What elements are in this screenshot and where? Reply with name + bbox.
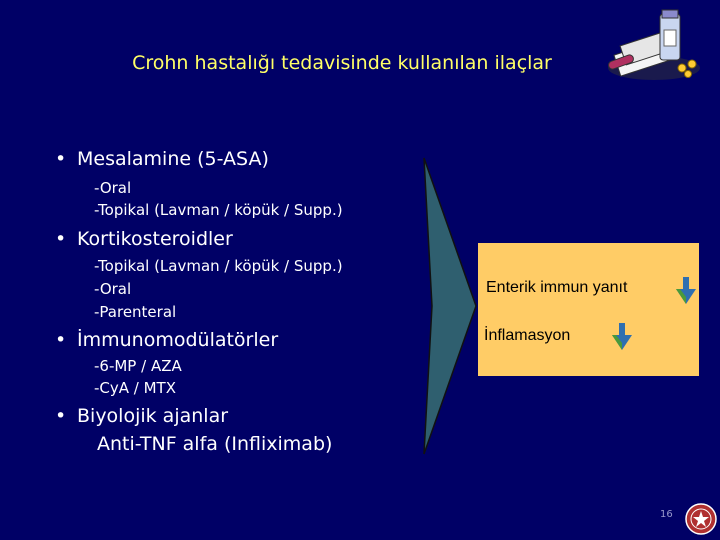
- page-number: 16: [660, 509, 673, 520]
- subitem: -Parenteral: [94, 303, 177, 321]
- bullet-symbol: •: [55, 405, 67, 427]
- bullet-symbol: •: [55, 329, 67, 351]
- bullet-text: Mesalamine (5-ASA): [77, 148, 269, 170]
- subitem: -CyA / MTX: [94, 379, 176, 397]
- bullet-kortikosteroidler: [55, 228, 233, 250]
- bullet-text: Biyolojik ajanlar: [77, 405, 229, 427]
- bullet-text: İmmunomodülatörler: [77, 329, 279, 351]
- effect-box: [478, 243, 699, 376]
- medicine-clipart-icon: [604, 8, 704, 82]
- subitem: -Oral: [94, 280, 132, 298]
- bullet-immunomodulatorler: [55, 329, 278, 351]
- bullet-continuation: Anti-TNF alfa (Infliximab): [97, 433, 333, 455]
- bullet-text: Kortikosteroidler: [77, 228, 233, 250]
- right-arrow-shape: [420, 156, 480, 456]
- bullet-mesalamine: [55, 148, 269, 170]
- university-logo-icon: [684, 502, 718, 536]
- bullet-symbol: •: [55, 228, 67, 250]
- subitem: -Oral: [94, 179, 132, 197]
- subitem: -6-MP / AZA: [94, 357, 182, 375]
- subitem: -Topikal (Lavman / köpük / Supp.): [94, 201, 343, 219]
- bullet-symbol: •: [55, 148, 67, 170]
- bullet-biyolojik-ajanlar: [55, 405, 228, 427]
- box-line-inflammation: İnflamasyon: [484, 327, 571, 344]
- slide-title: Crohn hastalığı tedavisinde kullanılan ilaçlar: [132, 52, 552, 74]
- down-arrow-icon: [612, 323, 632, 351]
- down-arrow-icon: [676, 277, 696, 305]
- box-line-immune-response: Enterik immun yanıt: [486, 279, 628, 296]
- subitem: -Topikal (Lavman / köpük / Supp.): [94, 257, 343, 275]
